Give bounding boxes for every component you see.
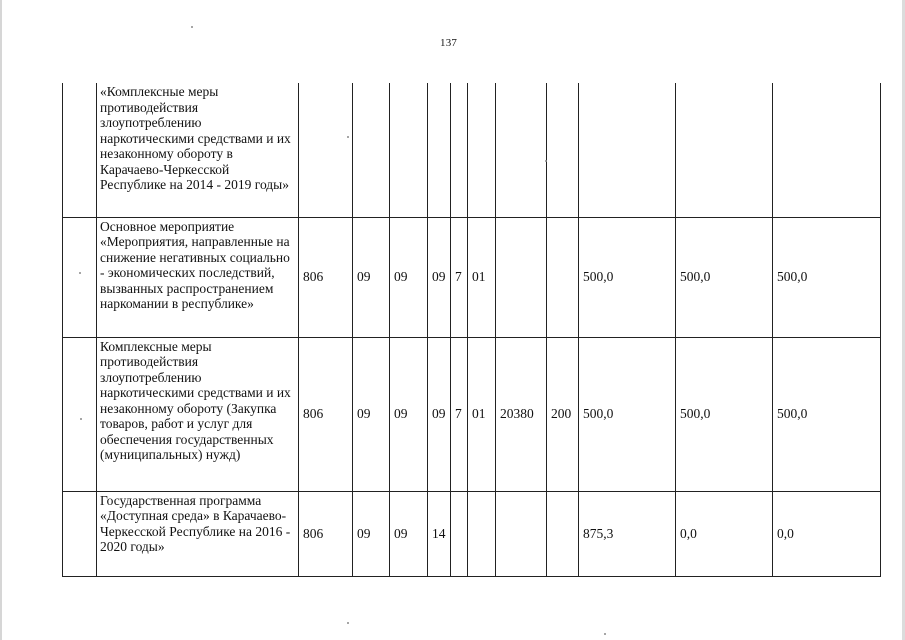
ministry-cell: 806 <box>299 491 353 576</box>
amount-year2-cell: 500,0 <box>676 217 773 337</box>
table-row <box>63 491 881 576</box>
row-number-cell <box>63 217 97 337</box>
direction-cell: 20380 <box>496 337 547 491</box>
scan-speck <box>347 136 349 138</box>
subsection-cell: 09 <box>390 491 428 576</box>
ministry-cell <box>299 83 353 217</box>
row-name-cell: Основное мероприятие «Мероприятия, направленные на снижение негативных социально - экономических последствий, вызванных распространением наркомании в республике» <box>97 217 299 337</box>
amount-year2-cell: 0,0 <box>676 491 773 576</box>
scan-speck <box>347 622 349 624</box>
program-cell: 14 <box>428 491 451 576</box>
direction-cell <box>496 491 547 576</box>
program-cell <box>428 83 451 217</box>
amount-year3-cell: 0,0 <box>773 491 881 576</box>
amount-year2-cell: 500,0 <box>676 337 773 491</box>
section-cell: 09 <box>353 337 390 491</box>
section-cell <box>353 83 390 217</box>
program-cell: 09 <box>428 217 451 337</box>
table-row <box>63 337 881 491</box>
scan-edge-left <box>0 0 2 640</box>
direction-cell <box>496 217 547 337</box>
row-number-cell <box>63 83 97 217</box>
section-cell: 09 <box>353 491 390 576</box>
amount-year1-cell: 875,3 <box>579 491 676 576</box>
subprogram-cell: 7 <box>451 217 468 337</box>
scan-speck <box>604 633 606 635</box>
subprogram-cell: 7 <box>451 337 468 491</box>
measure-cell: 01 <box>468 337 496 491</box>
scan-speck <box>79 272 81 274</box>
expense-type-cell <box>547 217 579 337</box>
amount-year3-cell: 500,0 <box>773 337 881 491</box>
budget-table <box>62 83 881 577</box>
amount-year3-cell: 500,0 <box>773 217 881 337</box>
amount-year1-cell: 500,0 <box>579 217 676 337</box>
subsection-cell: 09 <box>390 217 428 337</box>
expense-type-cell <box>547 83 579 217</box>
direction-cell <box>496 83 547 217</box>
amount-year1-cell: 500,0 <box>579 337 676 491</box>
measure-cell <box>468 491 496 576</box>
ministry-cell: 806 <box>299 337 353 491</box>
row-name-cell: «Комплексные меры противодействия злоупотреблению наркотическими средствами и их незаконному обороту в Карачаево-Черкесской Республике на 2014 - 2019 годы» <box>97 83 299 217</box>
amount-year3-cell <box>773 83 881 217</box>
row-number-cell <box>63 337 97 491</box>
page-number: 137 <box>440 37 458 49</box>
table-row <box>63 83 881 217</box>
amount-year2-cell <box>676 83 773 217</box>
scan-speck <box>80 418 82 420</box>
program-cell: 09 <box>428 337 451 491</box>
section-cell: 09 <box>353 217 390 337</box>
row-name-cell: Государственная программа «Доступная среда» в Карачаево-Черкесской Республике на 2016 - 2020 годы» <box>97 491 299 576</box>
table-row <box>63 217 881 337</box>
subsection-cell <box>390 83 428 217</box>
measure-cell <box>468 83 496 217</box>
measure-cell: 01 <box>468 217 496 337</box>
ministry-cell: 806 <box>299 217 353 337</box>
subprogram-cell <box>451 491 468 576</box>
scan-speck <box>191 26 193 28</box>
subsection-cell: 09 <box>390 337 428 491</box>
subprogram-cell <box>451 83 468 217</box>
scan-speck <box>545 160 547 162</box>
expense-type-cell: 200 <box>547 337 579 491</box>
row-name-cell: Комплексные меры противодействия злоупотреблению наркотическими средствами и их незаконному обороту (Закупка товаров, работ и услуг для обеспечения государственных (муниципальных) нужд) <box>97 337 299 491</box>
amount-year1-cell <box>579 83 676 217</box>
row-number-cell <box>63 491 97 576</box>
expense-type-cell <box>547 491 579 576</box>
